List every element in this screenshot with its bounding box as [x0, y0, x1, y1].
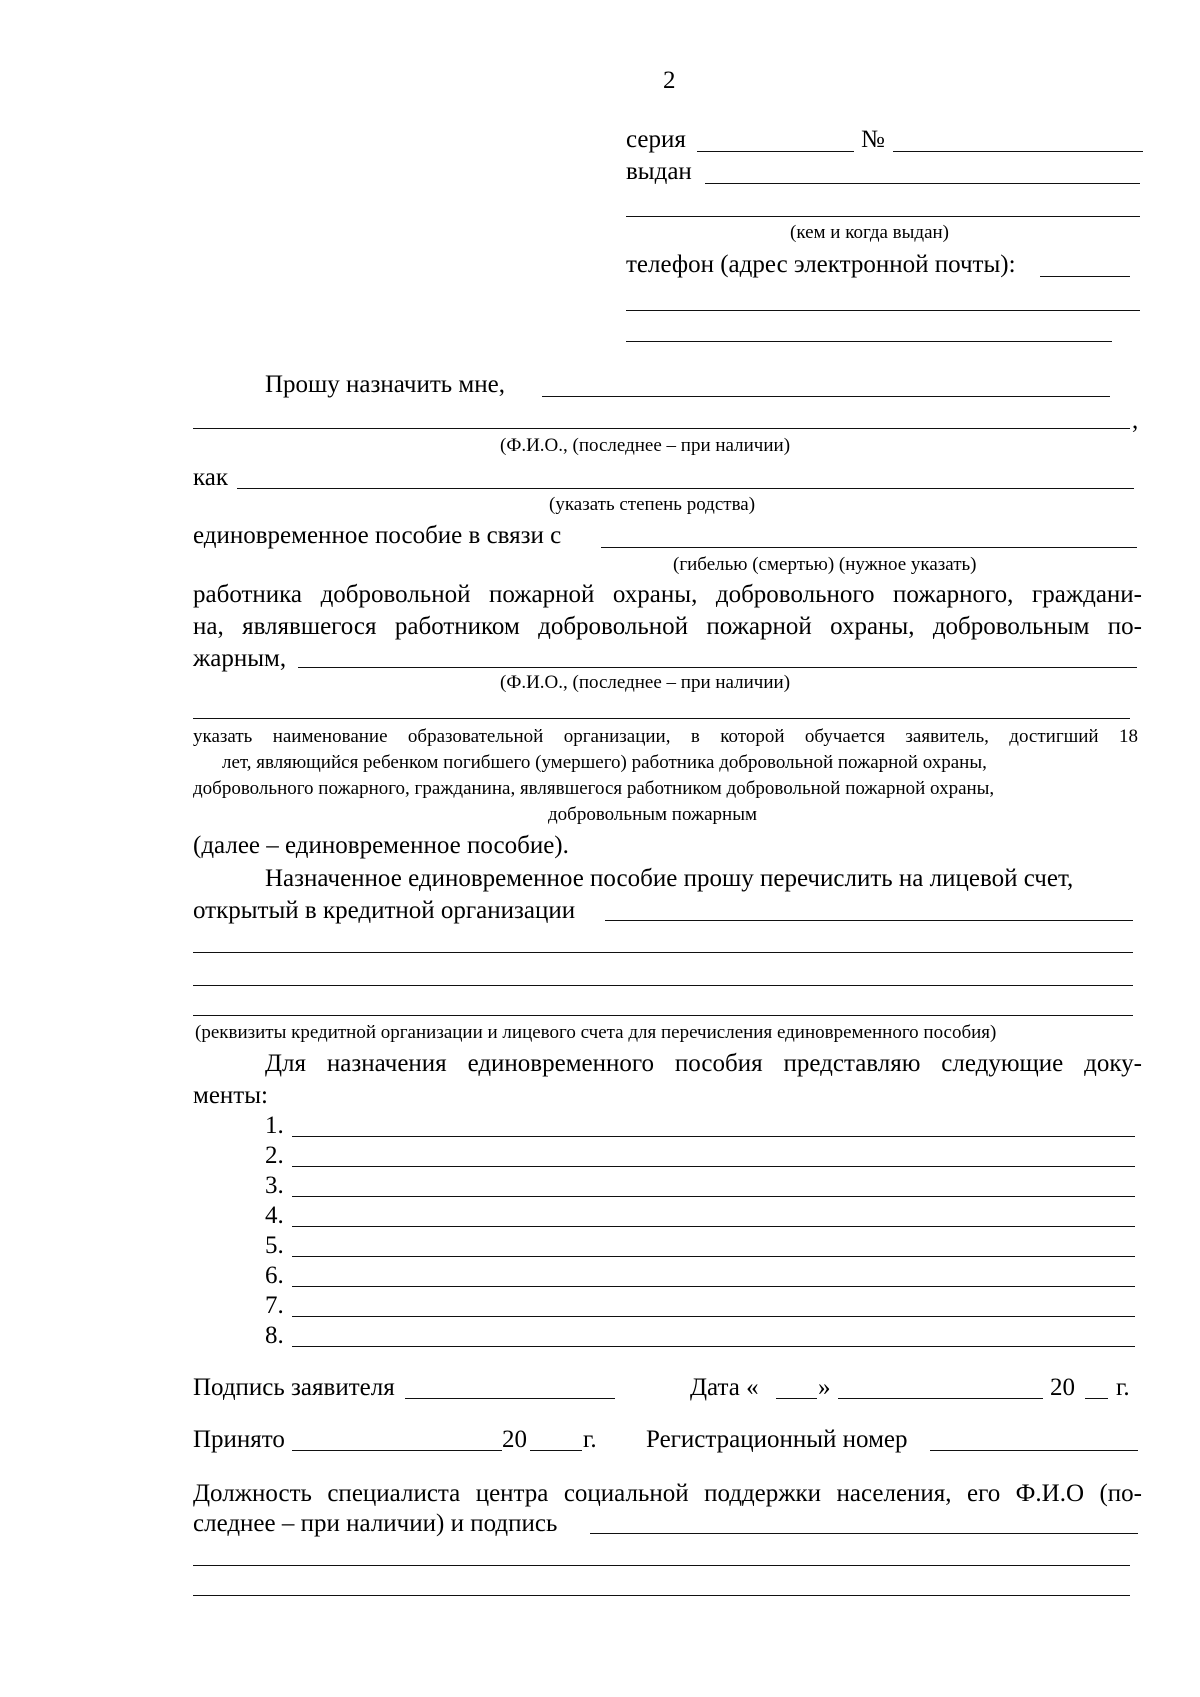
- edu-note-line-3: добровольного пожарного, гражданина, являвшегося работником добровольной пожарной охраны,: [193, 778, 995, 799]
- number-label: №: [861, 126, 885, 153]
- document-item-number: 3.: [265, 1172, 284, 1199]
- request-line: Прошу назначить мне,: [265, 371, 505, 398]
- document-item-number: 1.: [265, 1112, 284, 1139]
- specialist-field[interactable]: [590, 1533, 1138, 1534]
- year-prefix: 20: [1050, 1374, 1075, 1401]
- requisites-note: (реквизиты кредитной организации и лицевого счета для перечисления единовременного пособия): [195, 1022, 997, 1043]
- bank-field-2[interactable]: [193, 952, 1133, 953]
- edu-note-line-1: указать наименование образовательной организации, в которой обучается заявитель, достигший 18: [193, 726, 1138, 747]
- issued-label: выдан: [626, 158, 692, 185]
- year-suffix: г.: [1116, 1374, 1130, 1401]
- series-field[interactable]: [697, 151, 854, 152]
- page-number: 2: [663, 67, 676, 94]
- body-line-2: на, являвшегося работником добровольной пожарной охраны, добровольным по-: [193, 613, 1142, 640]
- reg-number-label: Регистрационный номер: [646, 1426, 908, 1453]
- fio-note-2: (Ф.И.О., (последнее – при наличии): [500, 672, 791, 693]
- accepted-year-suffix: г.: [583, 1426, 597, 1453]
- phone-field[interactable]: [1040, 276, 1130, 277]
- death-reason-field[interactable]: [601, 547, 1137, 548]
- transfer-line-2: открытый в кредитной организации: [193, 897, 576, 924]
- document-item-field[interactable]: [292, 1196, 1135, 1197]
- death-note: (гибелью (смертью) (нужное указать): [673, 554, 977, 575]
- fio-note: (Ф.И.О., (последнее – при наличии): [500, 435, 791, 456]
- date-month-field[interactable]: [838, 1398, 1043, 1399]
- education-org-field[interactable]: [193, 718, 1130, 719]
- phone-label: телефон (адрес электронной почты):: [626, 251, 1016, 278]
- number-field[interactable]: [893, 151, 1143, 152]
- kinship-note: (указать степень родства): [549, 494, 756, 515]
- document-item-field[interactable]: [292, 1136, 1135, 1137]
- document-item-field[interactable]: [292, 1286, 1135, 1287]
- bank-field[interactable]: [605, 920, 1133, 921]
- edu-note-line-4: добровольным пожарным: [548, 804, 757, 825]
- kinship-field[interactable]: [237, 488, 1134, 489]
- applicant-name-field[interactable]: [542, 396, 1110, 397]
- issued-field[interactable]: [705, 183, 1140, 184]
- specialist-line-1: Должность специалиста центра социальной поддержки населения, его Ф.И.О (по-: [193, 1480, 1142, 1507]
- bank-field-3[interactable]: [193, 985, 1133, 986]
- reg-number-field[interactable]: [930, 1450, 1138, 1451]
- document-item-field[interactable]: [292, 1166, 1135, 1167]
- applicant-name-field-2[interactable]: [193, 428, 1130, 429]
- specialist-field-3[interactable]: [193, 1595, 1130, 1596]
- allowance-label: единовременное пособие в связи с: [193, 522, 562, 549]
- document-item-number: 7.: [265, 1292, 284, 1319]
- document-item-field[interactable]: [292, 1226, 1135, 1227]
- as-label: как: [193, 464, 229, 491]
- accepted-date-field[interactable]: [292, 1450, 502, 1451]
- applicant-signature-label: Подпись заявителя: [193, 1374, 395, 1401]
- date-label: Дата «: [690, 1374, 759, 1401]
- bank-field-4[interactable]: [193, 1015, 1133, 1016]
- document-item-number: 4.: [265, 1202, 284, 1229]
- accepted-label: Принято: [193, 1426, 285, 1453]
- series-label: серия: [626, 126, 686, 153]
- phone-field-3[interactable]: [626, 341, 1112, 342]
- date-day-field[interactable]: [776, 1398, 817, 1399]
- applicant-signature-field[interactable]: [405, 1398, 615, 1399]
- date-close-quote: »: [818, 1374, 831, 1401]
- document-item-field[interactable]: [292, 1316, 1135, 1317]
- document-item-number: 5.: [265, 1232, 284, 1259]
- edu-note-line-2: лет, являющийся ребенком погибшего (умершего) работника добровольной пожарной охраны,: [222, 752, 987, 773]
- document-item-number: 6.: [265, 1262, 284, 1289]
- issued-field-2[interactable]: [626, 216, 1140, 217]
- document-item-field[interactable]: [292, 1346, 1135, 1347]
- issued-note: (кем и когда выдан): [790, 222, 950, 243]
- deceased-name-field[interactable]: [298, 667, 1137, 668]
- hereinafter-text: (далее – единовременное пособие).: [193, 832, 569, 859]
- documents-line-1: Для назначения единовременного пособия представляю следующие доку-: [265, 1050, 1142, 1077]
- accepted-year-field[interactable]: [530, 1450, 582, 1451]
- year-field[interactable]: [1085, 1398, 1108, 1399]
- document-item-number: 2.: [265, 1142, 284, 1169]
- body-line-3: жарным,: [193, 645, 287, 672]
- specialist-line-2: следнее – при наличии) и подпись: [193, 1510, 558, 1537]
- body-line-1: работника добровольной пожарной охраны, добровольного пожарного, граждани-: [193, 581, 1142, 608]
- document-item-number: 8.: [265, 1322, 284, 1349]
- document-item-field[interactable]: [292, 1256, 1135, 1257]
- trailing-comma: ,: [1132, 407, 1139, 434]
- accepted-year-prefix: 20: [502, 1426, 527, 1453]
- documents-line-2: менты:: [193, 1082, 268, 1109]
- phone-field-2[interactable]: [626, 310, 1140, 311]
- specialist-field-2[interactable]: [193, 1565, 1130, 1566]
- transfer-line-1: Назначенное единовременное пособие прошу перечислить на лицевой счет,: [265, 865, 1074, 892]
